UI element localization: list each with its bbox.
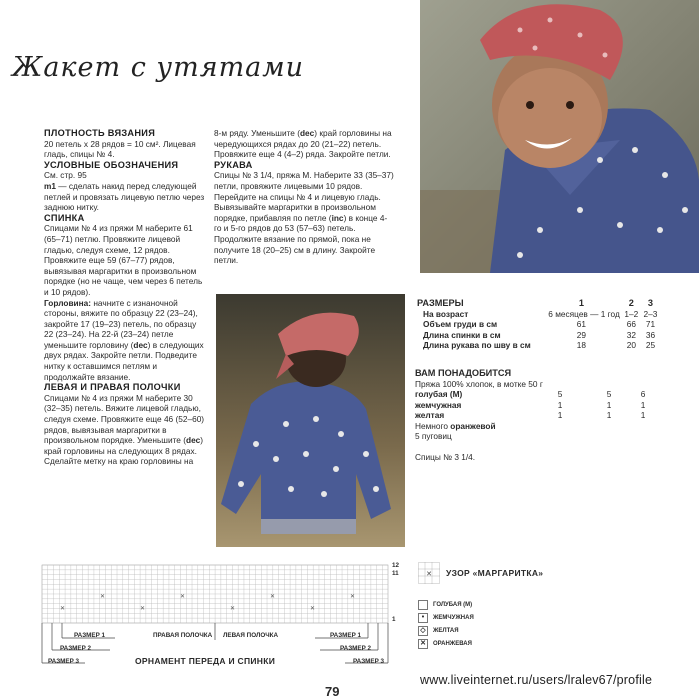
size1-label-right: РАЗМЕР 1 xyxy=(330,632,362,639)
fronts-text-a: Спицами № 4 из пряжи М наберите 30 (32–35) петель. Вяжите лицевой гладью, следуя схеме. Провяжите еще 46 (52–60) рядов, вывязывая маргаритки в произвольном порядке. Уменьшите ( xyxy=(44,392,205,446)
row-value: 61 xyxy=(576,319,586,330)
row-value: 1 xyxy=(606,399,612,410)
back-text-2b: ) в следующих двух рядах. Закройте петли. Подведите нитку к оставшимся петлям и продолжайте вязание. xyxy=(44,339,204,382)
legend-label: ЖЕЛТАЯ xyxy=(433,627,459,634)
row-value: 5 xyxy=(606,389,612,399)
back-text-1: Спицами № 4 из пряжи М наберите 61 (65–71) петлю. Провяжите лицевой гладью, следуя схеме, 12 рядов. Провяжите еще 59 (67–77) рядов, вывязывая маргаритки в произвольном порядке (но не чаще, чем через 6 петель и 10 рядов). xyxy=(44,223,203,297)
daisy-mark: ✕ xyxy=(350,593,356,600)
row-value: 32 xyxy=(626,329,636,340)
row-value: 6 месяцев — 1 год xyxy=(548,308,620,319)
watermark-url[interactable]: www.liveinternet.ru/users/lralev67/profile xyxy=(420,673,653,687)
neck-term: Горловина: xyxy=(44,297,92,308)
row-1-label: 1 xyxy=(392,616,396,623)
row-value: 20 xyxy=(626,340,636,351)
table-row xyxy=(415,319,660,330)
ornament-chart xyxy=(40,560,400,670)
size3-label-right: РАЗМЕР 3 xyxy=(353,658,385,665)
table-row xyxy=(415,340,660,351)
daisy-motif-icon xyxy=(418,562,440,584)
m1-definition: — сделать накид перед следующей петлей и провязать лицевую петлю через заднюю нитку. xyxy=(44,180,205,213)
row-value: 1 xyxy=(606,410,612,420)
row-label: голубая (М) xyxy=(415,389,463,399)
size-col-1: 1 xyxy=(578,298,584,309)
row-value: 2–3 xyxy=(643,308,658,319)
back-text-2a: начните с изнаночной стороны, вяжите по образцу 22 (23–24), закройте 17 (19–23) петель, по образцу 22 (23–24). На 22-й (23–24) петле уменьшите горловину ( xyxy=(44,297,198,350)
daisy-mark: ✕ xyxy=(180,593,186,600)
yarn-text: Пряжа 100% хлопок, в мотке 50 г xyxy=(415,378,543,389)
left-front-label: ЛЕВАЯ ПОЛОЧКА xyxy=(223,632,279,639)
size2-label-right: РАЗМЕР 2 xyxy=(340,645,372,652)
middle-column xyxy=(214,128,394,266)
extra-yarn-text: Немного xyxy=(415,420,451,431)
row-value: 36 xyxy=(645,329,656,340)
row-value: 29 xyxy=(576,329,586,340)
dec-term: dec xyxy=(133,339,148,350)
sleeves-heading: РУКАВА xyxy=(214,159,253,170)
row-value: 1 xyxy=(640,399,646,410)
child-back-photo xyxy=(216,294,405,547)
row-value: 18 xyxy=(576,340,586,351)
symbols-heading: УСЛОВНЫЕ ОБОЗНАЧЕНИЯ xyxy=(44,159,179,170)
orange-swatch-icon: ✕ xyxy=(418,639,428,649)
row-label: Длина спинки в см xyxy=(423,329,501,340)
row-value: 1 xyxy=(557,399,563,410)
legend-item xyxy=(418,624,588,637)
inc-term: inc xyxy=(331,212,344,223)
materials-heading: ВАМ ПОНАДОБИТСЯ xyxy=(415,368,512,378)
chart-caption: ОРНАМЕНТ ПЕРЕДА И СПИНКИ xyxy=(135,656,276,666)
back-text-2 xyxy=(44,298,206,383)
yellow-swatch-icon: ◇ xyxy=(418,626,428,636)
daisy-mark: ✕ xyxy=(310,605,316,612)
cont-b: ) край горловины на чередующихся рядах до 20 (21–22) петель. Провяжите еще 4 (4–2) ряда. Закройте петли. xyxy=(214,128,392,160)
legend-item xyxy=(418,637,588,650)
chart-grid xyxy=(40,560,400,670)
dec-term: dec xyxy=(186,435,201,446)
sleeves-a: Спицы № 3 1/4, пряжа М. Наберите 33 (35–37) петли, провяжите лицевыми 10 рядов. Перейдите на спицы № 4 и лицевую гладь. Вывязывайте маргаритки в произвольном порядке, прибавляя по петле ( xyxy=(214,170,394,223)
density-heading: ПЛОТНОСТЬ ВЯЗАНИЯ xyxy=(44,128,156,138)
fronts-continued xyxy=(214,128,394,160)
row-value: 66 xyxy=(626,319,636,330)
daisy-legend xyxy=(418,562,588,650)
materials-table xyxy=(415,389,660,421)
fronts-text-b: ) край горловины на следующих 8 рядах. Сделайте метку на краю горловины на xyxy=(44,435,204,467)
pearl-swatch-icon: • xyxy=(418,613,428,623)
size-col-2: 2 xyxy=(628,298,634,309)
size1-label-left: РАЗМЕР 1 xyxy=(74,632,106,639)
density-text: 20 петель х 28 рядов = 10 см². Лицевая гладь, спицы № 4. xyxy=(44,138,196,160)
table-row xyxy=(415,309,660,320)
symbols-ref: См. стр. 95 xyxy=(44,170,87,181)
daisy-mark: ✕ xyxy=(100,593,106,600)
table-row xyxy=(415,410,660,421)
table-row xyxy=(415,330,660,341)
needles-text: Спицы № 3 1/4. xyxy=(415,451,476,462)
m1-term: m1 xyxy=(44,180,56,191)
table-row xyxy=(415,400,660,411)
daisy-mark: ✕ xyxy=(270,593,276,600)
fronts-heading: ЛЕВАЯ И ПРАВАЯ ПОЛОЧКИ xyxy=(44,382,181,393)
legend-label: ОРАНЖЕВАЯ xyxy=(433,640,472,647)
svg-text:✕: ✕ xyxy=(426,570,432,578)
sizes-header-row xyxy=(415,298,660,309)
page-title: Жакет с утятами xyxy=(12,52,305,83)
row-11-label: 11 xyxy=(392,570,399,577)
materials-block xyxy=(415,368,660,462)
row-label: Длина рукава по шву в см xyxy=(423,340,531,351)
row-value: 1–2 xyxy=(624,308,639,319)
legend-item xyxy=(418,598,588,611)
row-value: 71 xyxy=(645,319,656,330)
size2-label-left: РАЗМЕР 2 xyxy=(60,645,92,652)
fronts-text xyxy=(44,393,206,467)
sleeves-b: ) в конце 4-го и 5-го рядов до 53 (57–63) петель. Продолжите вязание по прямой, пока не получите 18 (20–25) см в длину. Закройте петли. xyxy=(214,212,388,266)
blue-swatch-icon xyxy=(418,600,428,610)
dec-term: dec xyxy=(299,128,315,138)
row-label: жемчужная xyxy=(415,399,462,410)
buttons-count: 5 пуговиц xyxy=(415,431,452,441)
sizes-heading: РАЗМЕРЫ xyxy=(417,298,464,309)
table-row xyxy=(415,389,660,400)
cont-a: 8-м ряду. Уменьшите ( xyxy=(214,128,300,138)
legend-label: ЖЕМЧУЖНАЯ xyxy=(433,614,474,621)
page-number: 79 xyxy=(325,684,340,699)
sizes-table xyxy=(415,298,660,351)
right-front-label: ПРАВАЯ ПОЛОЧКА xyxy=(153,632,213,639)
legend-title: УЗОР «МАРГАРИТКА» xyxy=(446,568,544,578)
row-value: 25 xyxy=(645,340,656,351)
sleeves-text xyxy=(214,170,394,265)
row-label: Объем груди в см xyxy=(423,319,498,330)
left-column xyxy=(44,128,206,467)
symbols-text xyxy=(44,181,206,213)
legend-item xyxy=(418,611,588,624)
daisy-mark: ✕ xyxy=(230,605,236,612)
daisy-mark: ✕ xyxy=(140,605,146,612)
legend-label: ГОЛУБАЯ (М) xyxy=(433,601,473,608)
row-label: желтая xyxy=(415,410,445,420)
sizes-block xyxy=(415,298,660,351)
daisy-mark: ✕ xyxy=(60,605,66,612)
row-value: 5 xyxy=(557,389,563,399)
size-col-3: 3 xyxy=(647,298,653,309)
size3-label-left: РАЗМЕР 3 xyxy=(48,658,80,665)
row-12-label: 12 xyxy=(392,562,400,569)
extra-yarn xyxy=(415,421,660,432)
row-label: На возраст xyxy=(423,308,469,319)
child-closeup-photo xyxy=(420,0,699,273)
row-value: 1 xyxy=(640,410,646,420)
row-value: 6 xyxy=(640,389,646,399)
back-heading: СПИНКА xyxy=(44,212,85,223)
row-value: 1 xyxy=(557,410,563,420)
extra-yarn-color: оранжевой xyxy=(450,420,496,431)
